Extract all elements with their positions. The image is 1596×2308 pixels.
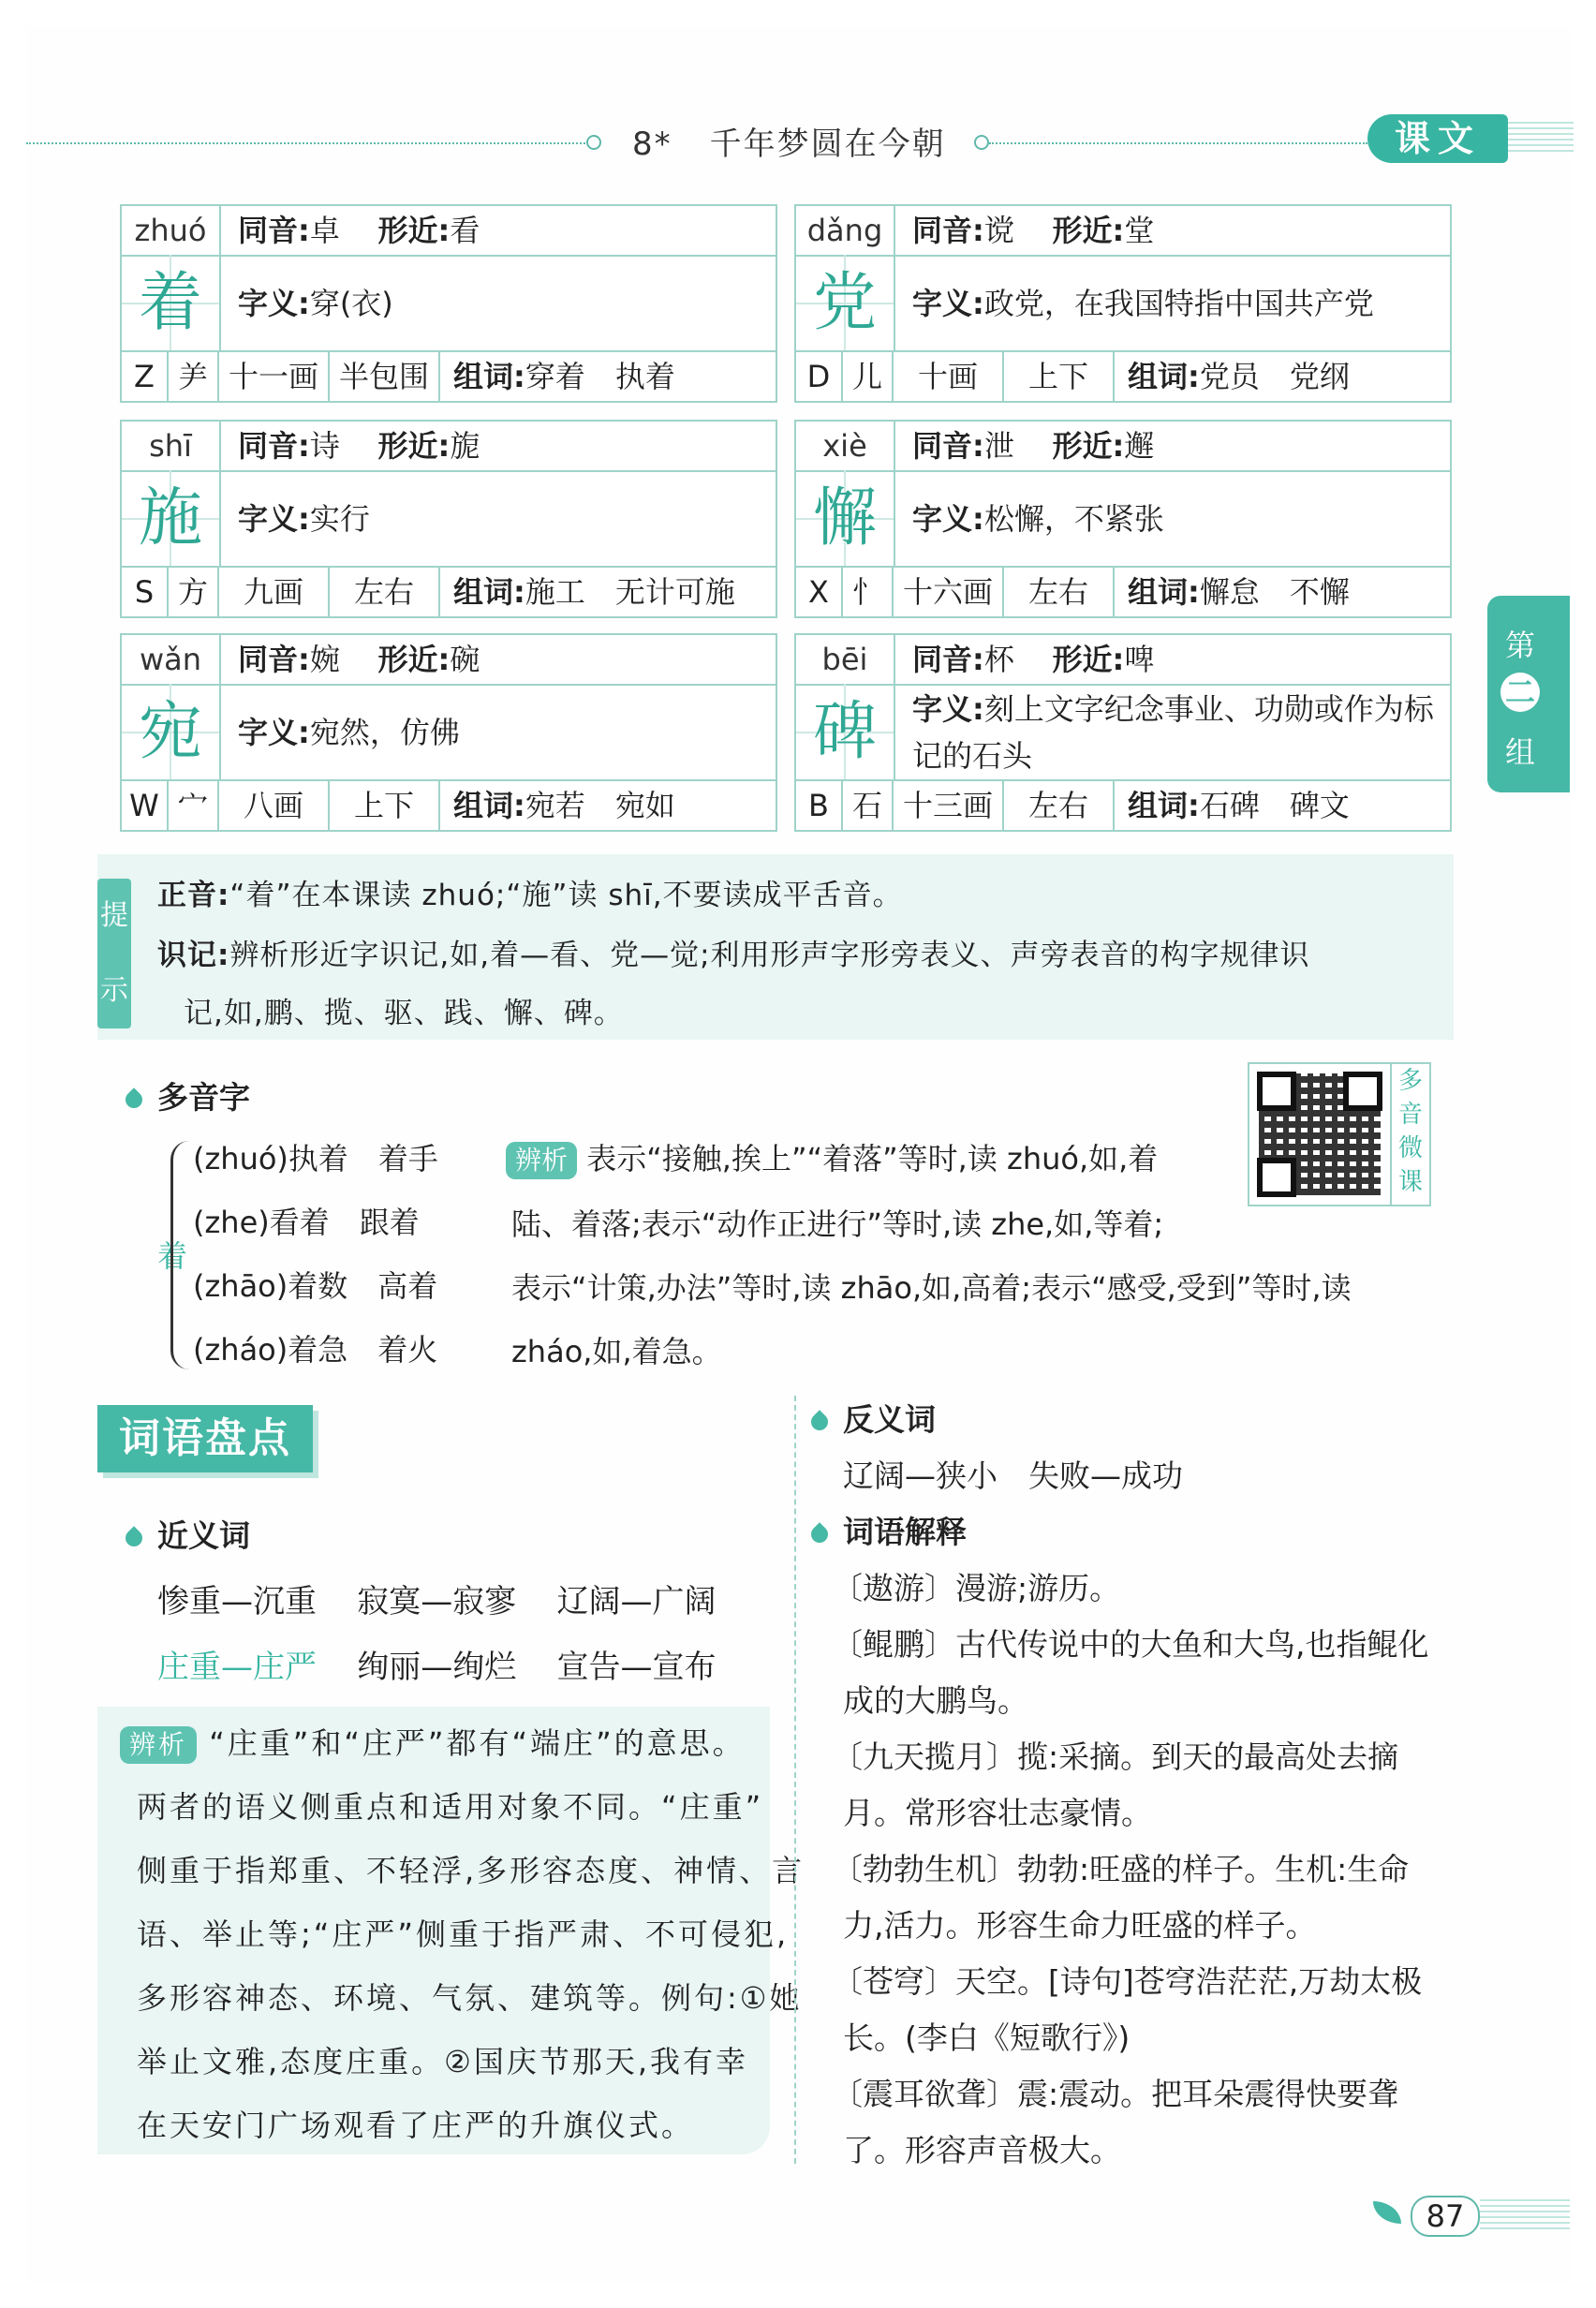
char-pinyin: wǎn bbox=[122, 635, 221, 684]
char-pinyin: bēi bbox=[796, 635, 895, 684]
label-words: 组词: bbox=[1128, 574, 1200, 610]
char-strokes: 八画 bbox=[219, 781, 330, 830]
label-meaning: 字义: bbox=[238, 715, 310, 750]
char-strokes: 十一画 bbox=[219, 352, 330, 401]
char-initial: X bbox=[796, 568, 843, 616]
reading-words: 着急 着火 bbox=[288, 1332, 438, 1368]
label-words: 组词: bbox=[453, 359, 525, 394]
reading-pinyin: (zhuó) bbox=[193, 1141, 288, 1176]
poly-analysis-line-4: zháo,如,着急。 bbox=[511, 1334, 722, 1369]
vocab-analysis-line bbox=[120, 1720, 746, 1764]
synonyms-row-2 bbox=[157, 1641, 716, 1687]
reading-pinyin: (zhe) bbox=[193, 1205, 270, 1240]
polyphonic-title bbox=[126, 1073, 250, 1117]
char-card bbox=[120, 420, 777, 618]
card-row-bottom bbox=[796, 779, 1450, 830]
char-meaning bbox=[912, 255, 1437, 352]
char-glyph: 懈 bbox=[796, 470, 895, 568]
card-row-bottom bbox=[796, 350, 1450, 401]
char-strokes: 十画 bbox=[894, 352, 1004, 401]
unit-tab bbox=[1487, 596, 1570, 792]
tip-line-1 bbox=[157, 871, 903, 913]
reading-row bbox=[193, 1263, 437, 1306]
char-glyph: 着 bbox=[122, 255, 221, 352]
reading-words: 着数 高着 bbox=[288, 1268, 438, 1304]
same-sound: 谠 bbox=[983, 213, 1014, 248]
reading-row bbox=[193, 1199, 420, 1242]
vocab-analysis-line: 侧重于指郑重、不轻浮,多形容态度、神情、言 bbox=[137, 1853, 805, 1888]
words-text: 懈怠 不懈 bbox=[1199, 574, 1350, 610]
label-similar: 形近: bbox=[1052, 642, 1125, 677]
char-initial: Z bbox=[122, 352, 169, 401]
vocab-analysis-text: “庄重”和“庄严”都有“端庄”的意思。 bbox=[209, 1725, 746, 1761]
char-initial: D bbox=[796, 352, 843, 401]
synonyms-title-text: 近义词 bbox=[157, 1517, 250, 1554]
char-pinyin: dǎng bbox=[796, 206, 895, 255]
tip-label: 提示 bbox=[97, 879, 131, 1028]
label-words: 组词: bbox=[1128, 359, 1200, 394]
char-radical: 宀 bbox=[169, 781, 219, 830]
meaning-text: 实行 bbox=[309, 501, 370, 537]
char-card bbox=[794, 633, 1452, 832]
explain-line: 〔鲲鹏〕古代传说中的大鱼和大鸟,也指鲲化 bbox=[832, 1626, 1429, 1663]
label-similar: 形近: bbox=[1052, 428, 1125, 464]
char-glyph: 施 bbox=[122, 470, 221, 568]
meaning-text: 穿(衣) bbox=[309, 286, 393, 321]
explain-title-text: 词语解释 bbox=[843, 1514, 967, 1550]
synonyms-row-1 bbox=[157, 1576, 716, 1621]
char-radical: ⺶ bbox=[169, 352, 219, 401]
explain-line: 〔苍穹〕天空。[诗句]苍穹浩茫茫,万劫太极 bbox=[832, 1963, 1423, 2000]
char-same-similar bbox=[912, 635, 1154, 684]
words-text: 石碑 碑文 bbox=[1199, 788, 1350, 823]
explain-line: 〔遨游〕漫游;游历。 bbox=[832, 1570, 1121, 1606]
vocab-analysis-line: 举止文雅,态度庄重。②国庆节那天,我有幸 bbox=[137, 2044, 749, 2079]
label-words: 组词: bbox=[453, 574, 525, 610]
label-similar: 形近: bbox=[377, 642, 451, 677]
char-meaning bbox=[238, 684, 762, 781]
same-sound: 泄 bbox=[983, 428, 1014, 464]
char-same-similar bbox=[238, 635, 480, 684]
pen-icon bbox=[122, 1526, 145, 1549]
char-strokes: 十三画 bbox=[894, 781, 1004, 830]
tip-line-3: 记,如,鹏、揽、驱、践、懈、碑。 bbox=[184, 997, 624, 1030]
similar-form: 碗 bbox=[450, 642, 480, 677]
unit-tab-line1: 第 bbox=[1504, 628, 1535, 663]
char-structure: 上下 bbox=[1004, 352, 1115, 401]
char-meaning bbox=[238, 470, 762, 568]
char-pinyin: shī bbox=[122, 422, 221, 470]
label-meaning: 字义: bbox=[912, 286, 984, 321]
similar-form: 看 bbox=[450, 213, 480, 248]
card-row-bottom bbox=[122, 566, 776, 616]
char-strokes: 十六画 bbox=[894, 568, 1004, 616]
pen-icon bbox=[807, 1410, 831, 1433]
char-radical: 忄 bbox=[843, 568, 894, 616]
vocab-analysis-label: 辨析 bbox=[120, 1726, 197, 1764]
char-strokes: 九画 bbox=[219, 568, 330, 616]
card-row-bottom bbox=[122, 350, 776, 401]
char-words bbox=[1115, 568, 1452, 616]
polyphonic-char: 着 bbox=[157, 1238, 188, 1274]
page-number: 87 bbox=[1411, 2196, 1480, 2237]
char-structure: 左右 bbox=[330, 568, 440, 616]
vocab-analysis-line: 多形容神态、环境、气氛、建筑等。例句:①她 bbox=[137, 1980, 803, 2016]
label-same-sound: 同音: bbox=[238, 213, 310, 248]
synonym-pair: 辽阔—广阔 bbox=[556, 1583, 717, 1620]
tip-line-1-head: 正音: bbox=[157, 879, 230, 912]
similar-form: 邂 bbox=[1124, 428, 1155, 464]
unit-tab-number: 二 bbox=[1500, 673, 1540, 712]
poly-analysis-label: 辨析 bbox=[506, 1142, 577, 1179]
explain-line: 〔九天揽月〕揽:采摘。到天的最高处去摘 bbox=[832, 1738, 1399, 1775]
poly-analysis-line-2: 陆、着落;表示“动作正进行”等时,读 zhe,如,等着; bbox=[511, 1206, 1164, 1242]
reading-words: 执着 着手 bbox=[288, 1141, 438, 1176]
char-meaning bbox=[238, 255, 762, 352]
char-structure: 左右 bbox=[1004, 781, 1115, 830]
similar-form: 堂 bbox=[1124, 213, 1155, 248]
card-row-bottom bbox=[122, 779, 776, 830]
column-divider bbox=[794, 1396, 796, 2164]
qr-code[interactable] bbox=[1248, 1062, 1392, 1206]
words-text: 穿着 执着 bbox=[525, 359, 675, 394]
qr-finder-tr bbox=[1343, 1072, 1382, 1111]
char-radical: 儿 bbox=[843, 352, 894, 401]
reading-pinyin: (zhāo) bbox=[193, 1268, 288, 1304]
pen-icon bbox=[807, 1522, 831, 1546]
label-similar: 形近: bbox=[1052, 213, 1125, 248]
synonym-pair: 宣告—宣布 bbox=[556, 1649, 717, 1686]
label-same-sound: 同音: bbox=[912, 213, 984, 248]
explain-line: 〔勃勃生机〕勃勃:旺盛的样子。生机:生命 bbox=[832, 1851, 1410, 1887]
antonyms-title-text: 反义词 bbox=[843, 1401, 936, 1438]
char-structure: 半包围 bbox=[330, 352, 440, 401]
explain-line: 了。形容声音极大。 bbox=[843, 2132, 1121, 2168]
vocab-analysis-line: 在天安门广场观看了庄严的升旗仪式。 bbox=[137, 2108, 695, 2143]
same-sound: 卓 bbox=[309, 213, 340, 248]
label-meaning: 字义: bbox=[238, 501, 310, 537]
header-dot-right bbox=[974, 135, 989, 150]
similar-form: 旎 bbox=[450, 428, 480, 464]
meaning-text: 刻上文字纪念事业、功勋或作为标记的石头 bbox=[912, 691, 1434, 774]
label-same-sound: 同音: bbox=[912, 642, 984, 677]
char-same-similar bbox=[912, 422, 1154, 470]
char-meaning bbox=[912, 684, 1437, 781]
label-same-sound: 同音: bbox=[912, 428, 984, 464]
same-sound: 杯 bbox=[983, 642, 1014, 677]
synonym-pair: 惨重—沉重 bbox=[157, 1583, 317, 1620]
char-glyph: 党 bbox=[796, 255, 895, 352]
reading-row bbox=[193, 1326, 437, 1369]
tip-line-1-text: “着”在本课读 zhuó;“施”读 shī,不要读成平舌音。 bbox=[229, 879, 903, 912]
pen-icon bbox=[122, 1087, 145, 1111]
explain-line: 力,活力。形容生命力旺盛的样子。 bbox=[843, 1907, 1317, 1944]
char-initial: B bbox=[796, 781, 843, 830]
char-structure: 左右 bbox=[1004, 568, 1115, 616]
tip-line-2-text: 辨析形近字识记,如,着—看、党—觉;利用形声字形旁表义、声旁表音的构字规律识 bbox=[229, 939, 1310, 972]
meaning-text: 松懈，不紧张 bbox=[983, 501, 1164, 537]
char-card bbox=[794, 204, 1452, 403]
reading-pinyin: (zháo) bbox=[193, 1332, 288, 1368]
label-similar: 形近: bbox=[377, 428, 451, 464]
explain-line: 成的大鹏鸟。 bbox=[843, 1682, 1028, 1719]
char-meaning bbox=[912, 470, 1437, 568]
qr-finder-bl bbox=[1257, 1158, 1296, 1197]
poly-analysis-text-1: 表示“接触,挨上”“着落”等时,读 zhuó,如,着 bbox=[586, 1141, 1159, 1176]
char-same-similar bbox=[238, 422, 480, 470]
char-words bbox=[1115, 352, 1452, 401]
label-meaning: 字义: bbox=[912, 691, 984, 727]
antonyms-title bbox=[811, 1396, 936, 1440]
label-same-sound: 同音: bbox=[238, 642, 310, 677]
header-dot-left bbox=[586, 135, 601, 150]
vocab-analysis-line: 两者的语义侧重点和适用对象不同。“庄重” bbox=[137, 1789, 764, 1825]
vocab-analysis-line: 语、举止等;“庄严”侧重于指严肃、不可侵犯, bbox=[137, 1916, 790, 1952]
synonym-pair: 寂寞—寂寥 bbox=[357, 1583, 517, 1620]
char-pinyin: zhuó bbox=[122, 206, 221, 255]
antonyms: 辽阔—狭小 失败—成功 bbox=[843, 1457, 1183, 1494]
explain-line: 长。(李白《短歌行》) bbox=[843, 2020, 1130, 2056]
similar-form: 啤 bbox=[1124, 642, 1155, 677]
label-same-sound: 同音: bbox=[238, 428, 310, 464]
same-sound: 诗 bbox=[309, 428, 340, 464]
qr-label: 多音微课 bbox=[1390, 1062, 1431, 1206]
section-badge: 课文 bbox=[1367, 114, 1508, 163]
explain-title bbox=[811, 1508, 967, 1552]
words-text: 施工 无计可施 bbox=[525, 574, 735, 610]
words-text: 宛若 宛如 bbox=[525, 788, 675, 823]
header-rule-right bbox=[989, 142, 1367, 144]
synonym-pair-highlight: 庄重—庄严 bbox=[157, 1649, 317, 1686]
meaning-text: 政党，在我国特指中国共产党 bbox=[983, 286, 1374, 321]
tip-line-2 bbox=[157, 931, 1310, 973]
same-sound: 婉 bbox=[309, 642, 340, 677]
char-card bbox=[794, 420, 1452, 618]
badge-stripes bbox=[1508, 122, 1574, 155]
header-rule-left bbox=[26, 142, 592, 144]
char-glyph: 碑 bbox=[796, 684, 895, 781]
lesson-number: 8* bbox=[632, 126, 672, 163]
char-structure: 上下 bbox=[330, 781, 440, 830]
label-words: 组词: bbox=[1128, 788, 1200, 823]
words-text: 党员 党纲 bbox=[1199, 359, 1350, 394]
polyphonic-title-text: 多音字 bbox=[157, 1079, 250, 1116]
char-same-similar bbox=[238, 206, 480, 255]
char-same-similar bbox=[912, 206, 1154, 255]
tip-line-2-head: 识记: bbox=[157, 939, 230, 972]
char-radical: 方 bbox=[169, 568, 219, 616]
card-row-bottom bbox=[796, 566, 1450, 616]
char-card bbox=[120, 204, 777, 403]
label-words: 组词: bbox=[453, 788, 525, 823]
char-radical: 石 bbox=[843, 781, 894, 830]
synonym-pair: 绚丽—绚烂 bbox=[357, 1649, 517, 1686]
unit-tab-line3: 组 bbox=[1504, 734, 1535, 770]
lesson-title-text: 千年梦圆在今朝 bbox=[709, 126, 946, 163]
reading-words: 看着 跟着 bbox=[269, 1205, 420, 1240]
poly-analysis-line-3: 表示“计策,办法”等时,读 zhāo,如,高着;表示“感受,受到”等时,读 bbox=[511, 1270, 1352, 1306]
footer-stripes bbox=[1480, 2199, 1570, 2231]
label-meaning: 字义: bbox=[238, 286, 310, 321]
char-words bbox=[440, 352, 777, 401]
char-card bbox=[120, 633, 777, 832]
char-pinyin: xiè bbox=[796, 422, 895, 470]
lesson-title bbox=[632, 118, 946, 164]
explain-line: 月。常形容壮志豪情。 bbox=[843, 1795, 1152, 1831]
explain-line: 〔震耳欲聋〕震:震动。把耳朵震得快要聋 bbox=[832, 2076, 1399, 2112]
char-words bbox=[440, 781, 777, 830]
reading-row bbox=[193, 1135, 438, 1178]
label-meaning: 字义: bbox=[912, 501, 984, 537]
poly-analysis-line-1 bbox=[506, 1135, 1158, 1179]
qr-finder-tl bbox=[1257, 1072, 1296, 1111]
char-words bbox=[440, 568, 777, 616]
char-initial: S bbox=[122, 568, 169, 616]
meaning-text: 宛然，仿佛 bbox=[309, 715, 460, 750]
char-glyph: 宛 bbox=[122, 684, 221, 781]
label-similar: 形近: bbox=[377, 213, 451, 248]
vocab-section-title: 词语盘点 bbox=[97, 1405, 313, 1472]
char-initial: W bbox=[122, 781, 169, 830]
char-words bbox=[1115, 781, 1452, 830]
synonyms-title bbox=[126, 1512, 250, 1556]
